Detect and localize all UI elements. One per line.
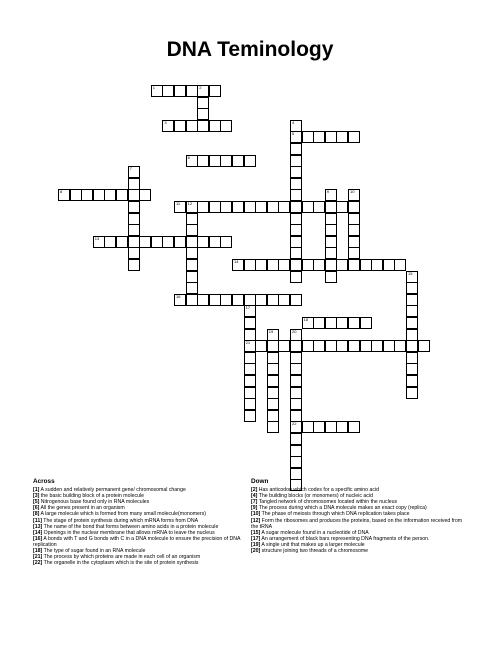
- grid-cell[interactable]: [313, 340, 325, 352]
- across-clue-text: the basic building block of a protein molecule: [39, 493, 145, 500]
- grid-cell[interactable]: [336, 259, 348, 271]
- grid-cell[interactable]: [128, 213, 140, 225]
- down-clue-number: [17]: [251, 535, 261, 542]
- down-clue-number: [7]: [251, 499, 258, 506]
- grid-cell[interactable]: [186, 282, 198, 294]
- grid-cell[interactable]: [267, 259, 279, 271]
- grid-cell[interactable]: [186, 120, 198, 132]
- down-clue-number: [2]: [251, 487, 258, 494]
- grid-cell[interactable]: [232, 294, 244, 306]
- grid-cell[interactable]: [220, 294, 232, 306]
- grid-cell[interactable]: [244, 317, 256, 329]
- across-clue-text: The stage of protein synthesis during which mRNA forms from DNA: [41, 517, 199, 524]
- across-clue-number: [3]: [33, 493, 40, 500]
- across-clue-text: Openings in the nuclear membrane that allows mRNA to leave the nucleus: [42, 529, 215, 536]
- grid-cell[interactable]: [128, 178, 140, 190]
- grid-cell[interactable]: [186, 259, 198, 271]
- grid-cell[interactable]: [186, 213, 198, 225]
- clue-number-label: 5: [292, 131, 295, 137]
- down-clue-number: [10]: [251, 511, 261, 518]
- page-title: DNA Teminology: [166, 38, 334, 61]
- grid-cell[interactable]: [58, 189, 70, 201]
- grid-cell[interactable]: [290, 178, 302, 190]
- across-clue-text: The process by which proteins are made in each cell of an organism: [42, 554, 201, 561]
- grid-cell[interactable]: [325, 213, 337, 225]
- grid-cell[interactable]: [290, 421, 302, 433]
- grid-cell[interactable]: [244, 305, 256, 317]
- grid-cell[interactable]: [197, 97, 209, 109]
- grid-cell[interactable]: [267, 329, 279, 341]
- grid-cell[interactable]: [348, 340, 360, 352]
- clue-number-label: 4: [292, 119, 295, 125]
- grid-cell[interactable]: [267, 294, 279, 306]
- grid-cell[interactable]: [104, 189, 116, 201]
- down-clue-text: An arrangement of black bars representing DNA fragments of the person.: [260, 535, 430, 542]
- grid-cell[interactable]: [209, 155, 221, 167]
- grid-cell[interactable]: [406, 387, 418, 399]
- grid-cell[interactable]: [139, 189, 151, 201]
- grid-cell[interactable]: [186, 271, 198, 283]
- grid-cell[interactable]: [197, 236, 209, 248]
- down-clue-number: [12]: [251, 517, 261, 524]
- grid-cell[interactable]: [278, 259, 290, 271]
- grid-cell[interactable]: [267, 201, 279, 213]
- grid-cell[interactable]: [290, 433, 302, 445]
- down-clue-text: A single unit that makes up a larger molecule: [260, 541, 365, 548]
- grid-cell[interactable]: [290, 120, 302, 132]
- grid-cell[interactable]: [325, 259, 337, 271]
- grid-cell[interactable]: [93, 189, 105, 201]
- down-clue: [251, 548, 465, 554]
- clue-number-label: 21: [245, 340, 251, 346]
- clue-number-label: 8: [60, 189, 63, 195]
- grid-cell[interactable]: [325, 189, 337, 201]
- clue-number-label: 6: [187, 154, 190, 160]
- grid-cell[interactable]: [406, 329, 418, 341]
- across-clue-text: A large molecule which is formed from many small molecule(monomers): [39, 511, 206, 518]
- grid-cell[interactable]: [406, 317, 418, 329]
- grid-cell[interactable]: [360, 340, 372, 352]
- across-clue-number: [8]: [33, 511, 40, 518]
- grid-cell[interactable]: [255, 340, 267, 352]
- grid-cell[interactable]: [348, 317, 360, 329]
- grid-cell[interactable]: [336, 201, 348, 213]
- grid-cell[interactable]: [325, 247, 337, 259]
- grid-cell[interactable]: [290, 143, 302, 155]
- grid-cell[interactable]: [371, 340, 383, 352]
- grid-cell[interactable]: [290, 271, 302, 283]
- down-clue-text: The phase of meiosis through which DNA replication takes place: [260, 511, 410, 518]
- grid-cell[interactable]: [325, 131, 337, 143]
- grid-cell[interactable]: [162, 236, 174, 248]
- clue-number-label: 1: [152, 85, 156, 90]
- grid-cell[interactable]: [267, 410, 279, 422]
- grid-cell[interactable]: [313, 131, 325, 143]
- grid-cell[interactable]: [394, 340, 406, 352]
- clue-number-label: 19: [268, 328, 274, 334]
- grid-cell[interactable]: [302, 317, 314, 329]
- grid-cell[interactable]: [162, 120, 174, 132]
- grid-cell[interactable]: [290, 201, 302, 213]
- grid-cell[interactable]: [406, 340, 418, 352]
- grid-cell[interactable]: [128, 166, 140, 178]
- grid-cell[interactable]: [302, 259, 314, 271]
- grid-cell[interactable]: [290, 213, 302, 225]
- grid-cell[interactable]: [290, 247, 302, 259]
- down-clue-number: [4]: [251, 493, 258, 500]
- grid-cell[interactable]: [232, 155, 244, 167]
- grid-cell[interactable]: [209, 201, 221, 213]
- grid-cell[interactable]: [278, 201, 290, 213]
- grid-cell[interactable]: [267, 398, 279, 410]
- grid-cell[interactable]: [406, 305, 418, 317]
- grid-cell[interactable]: [290, 224, 302, 236]
- across-clue-number: [22]: [33, 560, 43, 567]
- grid-cell[interactable]: [232, 201, 244, 213]
- grid-cell[interactable]: [290, 155, 302, 167]
- across-clue: [33, 536, 245, 548]
- across-heading: Across: [33, 478, 55, 485]
- down-clue-number: [20]: [251, 548, 261, 555]
- grid-cell[interactable]: [151, 236, 163, 248]
- grid-cell[interactable]: [302, 421, 314, 433]
- grid-cell[interactable]: [267, 352, 279, 364]
- grid-cell[interactable]: [290, 410, 302, 422]
- grid-cell[interactable]: [174, 85, 186, 97]
- across-clue-number: [5]: [33, 499, 40, 506]
- across-clue-text: The organelle in the cytoplasm which is the site of protein synthesis: [42, 560, 199, 567]
- grid-cell[interactable]: [290, 259, 302, 271]
- grid-cell[interactable]: [244, 155, 256, 167]
- grid-cell[interactable]: [348, 421, 360, 433]
- grid-cell[interactable]: [325, 201, 337, 213]
- down-clue-number: [15]: [251, 529, 261, 536]
- clue-number-label: 11: [176, 201, 181, 206]
- grid-cell[interactable]: [290, 456, 302, 468]
- grid-cell[interactable]: [336, 340, 348, 352]
- grid-cell[interactable]: [290, 363, 302, 375]
- grid-cell[interactable]: [255, 294, 267, 306]
- clue-number-label: 12: [187, 201, 193, 206]
- down-clue-list: [251, 487, 465, 554]
- grid-cell[interactable]: [336, 317, 348, 329]
- grid-cell[interactable]: [139, 236, 151, 248]
- grid-cell[interactable]: [244, 363, 256, 375]
- across-clue: [33, 560, 245, 566]
- grid-cell[interactable]: [290, 340, 302, 352]
- down-heading: Down: [251, 478, 269, 485]
- down-clue-number: [19]: [251, 541, 261, 548]
- grid-cell[interactable]: [313, 317, 325, 329]
- grid-cell[interactable]: [128, 259, 140, 271]
- grid-cell[interactable]: [174, 120, 186, 132]
- grid-cell[interactable]: [406, 294, 418, 306]
- grid-cell[interactable]: [325, 271, 337, 283]
- grid-cell[interactable]: [244, 201, 256, 213]
- clue-number-label: 3: [164, 119, 167, 125]
- across-clues: [33, 479, 245, 566]
- grid-cell[interactable]: [209, 85, 221, 97]
- down-clue-text: The process during which a DNA molecule makes an exact copy (replica): [257, 505, 427, 512]
- grid-cell[interactable]: [348, 201, 360, 213]
- grid-cell[interactable]: [174, 236, 186, 248]
- clue-number-label: 2: [199, 85, 202, 90]
- clue-number-label: 20: [292, 328, 297, 334]
- grid-cell[interactable]: [267, 340, 279, 352]
- grid-cell[interactable]: [267, 363, 279, 375]
- grid-cell[interactable]: [186, 224, 198, 236]
- down-clue-text: Tangled network of chromosomes located within the nucleus: [257, 499, 398, 506]
- grid-cell[interactable]: [244, 352, 256, 364]
- grid-cell[interactable]: [302, 201, 314, 213]
- grid-cell[interactable]: [325, 224, 337, 236]
- grid-cell[interactable]: [290, 131, 302, 143]
- grid-cell[interactable]: [302, 131, 314, 143]
- grid-cell[interactable]: [209, 236, 221, 248]
- grid-cell[interactable]: [267, 375, 279, 387]
- down-clue-text: Form the ribosomes and produces the proteins, based on the information received from the tRNA: [251, 517, 463, 530]
- grid-cell[interactable]: [220, 201, 232, 213]
- grid-cell[interactable]: [348, 259, 360, 271]
- down-clue-text: structure joining two threads of a chromosome: [260, 548, 369, 555]
- down-clue-text: A sugar molecule found in a nucleotide of DNA: [260, 529, 369, 536]
- grid-cell[interactable]: [325, 236, 337, 248]
- grid-cell[interactable]: [186, 294, 198, 306]
- grid-cell[interactable]: [406, 363, 418, 375]
- across-clue-number: [13]: [33, 523, 43, 530]
- down-clues: [251, 479, 465, 554]
- clue-number-label: 13: [94, 235, 100, 241]
- grid-cell[interactable]: [290, 236, 302, 248]
- down-clue: [251, 518, 465, 530]
- grid-cell[interactable]: [116, 236, 128, 248]
- across-clue-text: The name of the bond that forms between amino acids in a protein molecule: [42, 523, 219, 530]
- grid-cell[interactable]: [290, 352, 302, 364]
- grid-cell[interactable]: [348, 247, 360, 259]
- grid-cell[interactable]: [394, 259, 406, 271]
- across-clue-text: A sudden and relatively permanent gene/ chromosomal change: [39, 487, 186, 494]
- grid-cell[interactable]: [278, 294, 290, 306]
- grid-cell[interactable]: [348, 189, 360, 201]
- grid-cell[interactable]: [325, 421, 337, 433]
- grid-cell[interactable]: [162, 85, 174, 97]
- clue-number-label: 14: [234, 259, 239, 264]
- grid-cell[interactable]: [325, 340, 337, 352]
- grid-cell[interactable]: [290, 294, 302, 306]
- grid-cell[interactable]: [313, 259, 325, 271]
- grid-cell[interactable]: [116, 189, 128, 201]
- across-clue-text: A bonds with T and G bonds with C in a DNA molecule to ensure the precision of DNA replication: [33, 535, 241, 548]
- grid-cell[interactable]: [383, 340, 395, 352]
- grid-cell[interactable]: [255, 259, 267, 271]
- grid-cell[interactable]: [418, 340, 430, 352]
- grid-cell[interactable]: [174, 201, 186, 213]
- grid-cell[interactable]: [244, 329, 256, 341]
- grid-cell[interactable]: [197, 201, 209, 213]
- across-clue-number: [1]: [33, 487, 40, 494]
- across-clue-list: [33, 487, 245, 566]
- grid-cell[interactable]: [70, 189, 82, 201]
- grid-cell[interactable]: [244, 387, 256, 399]
- grid-cell[interactable]: [290, 387, 302, 399]
- grid-cell[interactable]: [313, 201, 325, 213]
- grid-cell[interactable]: [186, 155, 198, 167]
- grid-cell[interactable]: [302, 340, 314, 352]
- grid-cell[interactable]: [406, 375, 418, 387]
- grid-cell[interactable]: [360, 317, 372, 329]
- grid-cell[interactable]: [406, 352, 418, 364]
- grid-cell[interactable]: [371, 259, 383, 271]
- clue-number-label: 17: [245, 305, 251, 311]
- grid-cell[interactable]: [186, 236, 198, 248]
- across-clue-number: [21]: [33, 554, 43, 561]
- grid-cell[interactable]: [151, 85, 163, 97]
- grid-cell[interactable]: [244, 340, 256, 352]
- grid-cell[interactable]: [244, 375, 256, 387]
- grid-cell[interactable]: [220, 236, 232, 248]
- grid-cell[interactable]: [128, 201, 140, 213]
- grid-cell[interactable]: [93, 236, 105, 248]
- grid-cell[interactable]: [232, 259, 244, 271]
- grid-cell[interactable]: [267, 421, 279, 433]
- grid-cell[interactable]: [348, 236, 360, 248]
- grid-cell[interactable]: [290, 398, 302, 410]
- grid-cell[interactable]: [406, 271, 418, 283]
- clue-number-label: 15: [408, 270, 413, 276]
- clue-number-label: 10: [350, 189, 355, 195]
- across-clue-number: [11]: [33, 517, 42, 524]
- grid-cell[interactable]: [360, 259, 372, 271]
- grid-cell[interactable]: [197, 155, 209, 167]
- grid-cell[interactable]: [348, 213, 360, 225]
- grid-cell[interactable]: [220, 155, 232, 167]
- down-clue-text: The building blocks (or monomers) of nucleic acid: [257, 493, 373, 500]
- grid-cell[interactable]: [244, 398, 256, 410]
- grid-cell[interactable]: [197, 108, 209, 120]
- grid-cell[interactable]: [197, 294, 209, 306]
- grid-cell[interactable]: [290, 189, 302, 201]
- grid-cell[interactable]: [348, 224, 360, 236]
- grid-cell[interactable]: [290, 445, 302, 457]
- grid-cell[interactable]: [128, 189, 140, 201]
- grid-cell[interactable]: [244, 294, 256, 306]
- grid-cell[interactable]: [290, 375, 302, 387]
- clue-number-label: 16: [176, 293, 181, 299]
- grid-cell[interactable]: [220, 120, 232, 132]
- grid-cell[interactable]: [313, 421, 325, 433]
- grid-cell[interactable]: [255, 201, 267, 213]
- grid-cell[interactable]: [186, 201, 198, 213]
- grid-cell[interactable]: [244, 410, 256, 422]
- clue-number-label: 18: [303, 317, 309, 322]
- grid-cell[interactable]: [325, 317, 337, 329]
- grid-cell[interactable]: [128, 224, 140, 236]
- grid-cell[interactable]: [128, 236, 140, 248]
- grid-cell[interactable]: [197, 120, 209, 132]
- across-clue-text: Nitrogenous base found only in RNA molecules: [39, 499, 150, 506]
- across-clue-number: [14]: [33, 529, 43, 536]
- grid-cell[interactable]: [174, 294, 186, 306]
- clue-number-label: 9: [326, 189, 330, 195]
- grid-cell[interactable]: [290, 329, 302, 341]
- grid-cell[interactable]: [81, 189, 93, 201]
- across-clue-text: All the genes present in an organism: [39, 505, 125, 512]
- across-clue-number: [18]: [33, 548, 43, 555]
- grid-cell[interactable]: [406, 282, 418, 294]
- grid-cell[interactable]: [290, 166, 302, 178]
- grid-cell[interactable]: [278, 340, 290, 352]
- down-clue-number: [9]: [251, 505, 258, 512]
- across-clue-number: [16]: [33, 535, 43, 542]
- grid-cell[interactable]: [186, 247, 198, 259]
- grid-cell[interactable]: [336, 421, 348, 433]
- clue-number-label: 7: [129, 166, 132, 172]
- grid-cell[interactable]: [267, 387, 279, 399]
- grid-cell[interactable]: [209, 120, 221, 132]
- grid-cell[interactable]: [209, 294, 221, 306]
- grid-cell[interactable]: [186, 85, 198, 97]
- grid-cell[interactable]: [348, 131, 360, 143]
- across-clue-number: [6]: [33, 505, 40, 512]
- across-clue-text: The type of sugar found in an RNA molecule: [42, 548, 146, 555]
- grid-cell[interactable]: [336, 131, 348, 143]
- grid-cell[interactable]: [104, 236, 116, 248]
- clue-number-label: 22: [292, 421, 297, 427]
- grid-cell[interactable]: [290, 468, 302, 480]
- grid-cell[interactable]: [383, 259, 395, 271]
- grid-cell[interactable]: [128, 247, 140, 259]
- grid-cell[interactable]: [197, 85, 209, 97]
- down-clue-text: Has anticodon which codes for a specific amino acid: [257, 487, 380, 494]
- grid-cell[interactable]: [244, 259, 256, 271]
